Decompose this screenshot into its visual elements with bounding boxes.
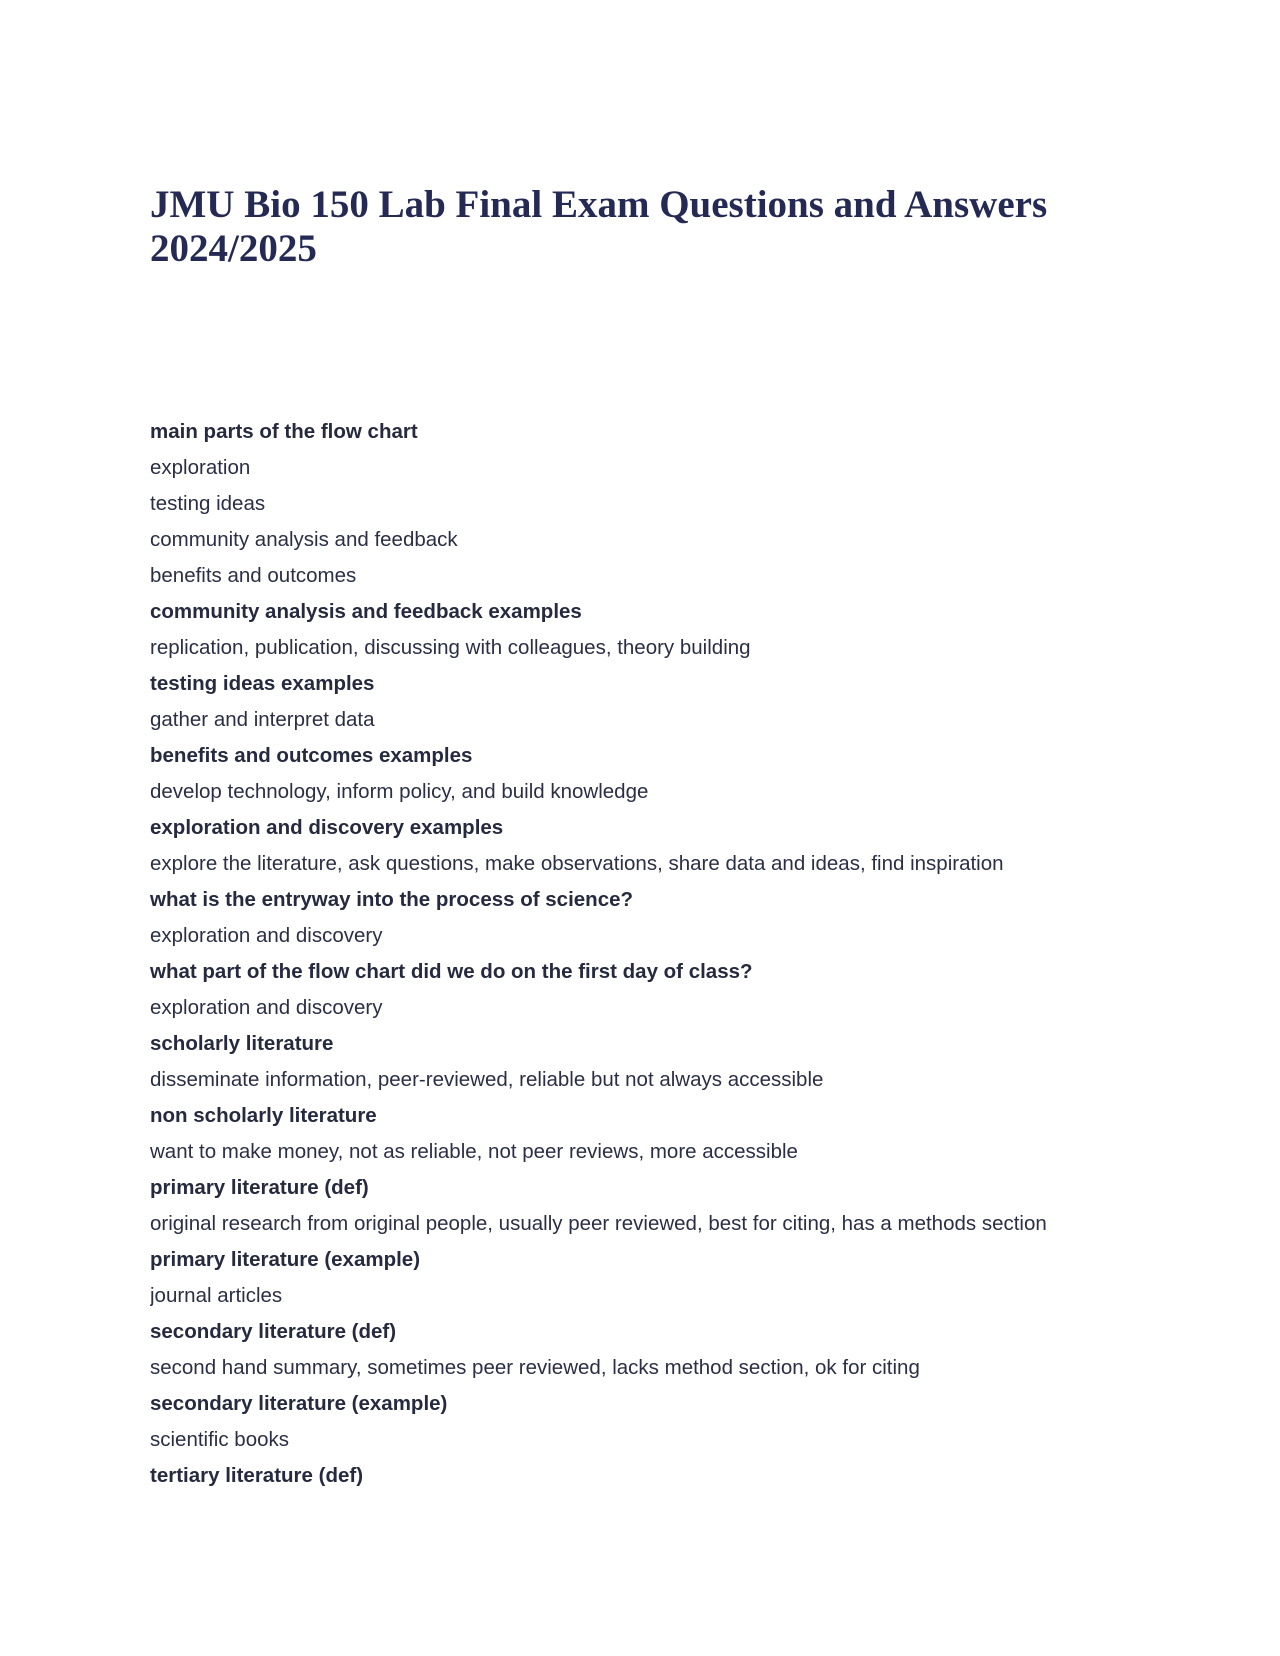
question-line: primary literature (def): [150, 1176, 369, 1199]
answer-line: community analysis and feedback: [150, 528, 458, 551]
question-line: what part of the flow chart did we do on the first day of class?: [150, 960, 753, 983]
question-line: community analysis and feedback examples: [150, 600, 582, 623]
question-line: testing ideas examples: [150, 672, 375, 695]
answer-line: gather and interpret data: [150, 708, 375, 731]
answer-line: replication, publication, discussing with colleagues, theory building: [150, 636, 751, 659]
answer-line: scientific books: [150, 1428, 290, 1451]
qa-list: [150, 414, 1150, 1494]
question-line: primary literature (example): [150, 1248, 421, 1271]
question-line: secondary literature (example): [150, 1392, 448, 1415]
answer-line: journal articles: [150, 1284, 283, 1307]
question-line: exploration and discovery examples: [150, 816, 504, 839]
question-line: scholarly literature: [150, 1032, 334, 1055]
answer-line: want to make money, not as reliable, not peer reviews, more accessible: [150, 1140, 798, 1163]
answer-line: second hand summary, sometimes peer reviewed, lacks method section, ok for citing: [150, 1356, 920, 1379]
question-line: non scholarly literature: [150, 1104, 377, 1127]
answer-line: develop technology, inform policy, and build knowledge: [150, 780, 649, 803]
answer-line: disseminate information, peer-reviewed, reliable but not always accessible: [150, 1068, 824, 1091]
answer-line: exploration and discovery: [150, 996, 383, 1019]
answer-line: original research from original people, usually peer reviewed, best for citing, has a methods section: [150, 1212, 1047, 1235]
answer-line: benefits and outcomes: [150, 564, 357, 587]
document-title: JMU Bio 150 Lab Final Exam Questions and Answers 2024/2025: [150, 183, 1048, 270]
question-line: tertiary literature (def): [150, 1464, 364, 1487]
question-line: benefits and outcomes examples: [150, 744, 473, 767]
question-line: main parts of the flow chart: [150, 420, 418, 443]
answer-line: explore the literature, ask questions, make observations, share data and ideas, find inspiration: [150, 852, 1004, 875]
answer-line: exploration and discovery: [150, 924, 383, 947]
question-line: what is the entryway into the process of science?: [150, 888, 634, 911]
question-line: secondary literature (def): [150, 1320, 397, 1343]
answer-line: exploration: [150, 456, 251, 479]
answer-line: testing ideas: [150, 492, 266, 515]
